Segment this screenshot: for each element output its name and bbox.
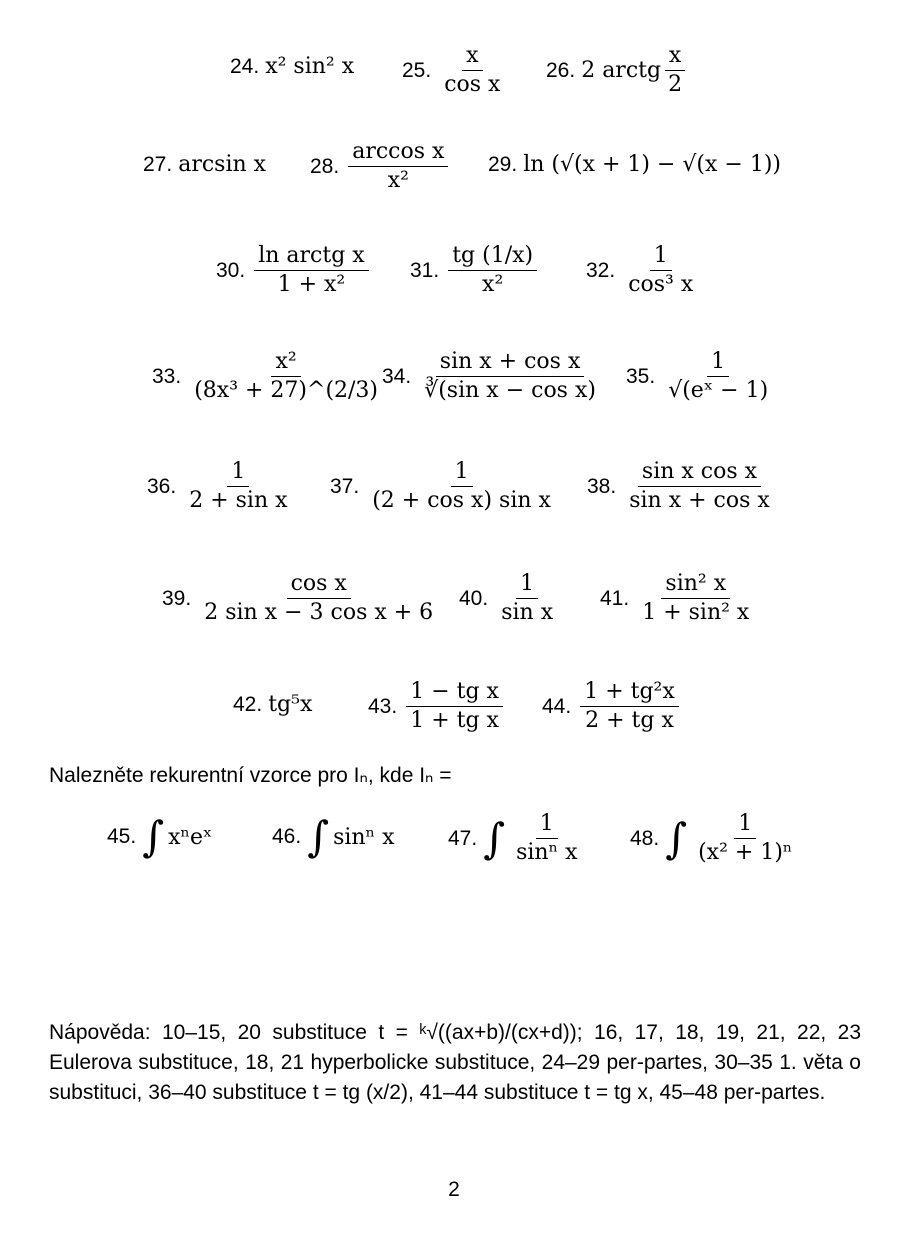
exercise-45: 45. ∫ xⁿeˣ: [107, 812, 213, 861]
integral-sign: ∫: [307, 812, 330, 861]
exercise-32: 32. $\frac{1}{\text{cos³ x}}$: [586, 242, 700, 299]
fraction: $\frac{1}{\text{sinⁿ x}}$: [516, 811, 578, 865]
exercise-40: 40. $\frac{1}{\text{sin x}}$: [459, 570, 560, 627]
fraction: $\frac{x}{2}$: [664, 42, 686, 99]
exercise-25: 25. $\frac{x}{\text{cos x}}$: [402, 42, 507, 99]
fraction: $\frac{1}{\text{cos³ x}}$: [628, 243, 694, 297]
exercise-34: 34. $\frac{\text{sin x + cos x}}{\text{∛(sin x − cos x)}}$: [382, 348, 603, 405]
integral-sign: ∫: [665, 813, 688, 863]
exercise-27: 27. arcsin x: [143, 152, 267, 177]
fraction: $\frac{\text{sin x cos x}}{\text{sin x + cos x}}$: [629, 459, 770, 513]
exercise-24: 24. x² sin² x: [230, 54, 355, 79]
fraction: $\frac{1}{\text{(2 + cos x) sin x}}$: [372, 459, 551, 513]
exercise-row-5: [0, 458, 908, 518]
exercise-31: 31. $\frac{tg (1/x)}{\text{x²}}$: [410, 242, 540, 299]
exercise-33: 33. $\frac{\text{x²}}{\text{(8x³ + 27)\textasciicircum{}(2/3)}}$: [152, 348, 385, 405]
fraction: $\frac{tg (1/x)}{\text{x²}}$: [448, 242, 537, 299]
exercise-43: 43. $\frac{\text{1 − tg x}}{\text{1 + tg x}}$: [368, 678, 506, 735]
page-number: 2: [448, 1178, 460, 1201]
fraction: $\frac{1}{\text{sin x}}$: [501, 571, 554, 625]
fraction: $\frac{\text{sin x + cos x}}{\text{∛(sin x − cos x)}}$: [424, 349, 596, 403]
exercise-row-7: [0, 678, 908, 738]
exercise-row-2: [0, 138, 908, 198]
exercise-41: 41. $\frac{\text{sin² x}}{\text{1 + sin² x}}$: [600, 570, 756, 627]
exercise-38: 38. $\frac{\text{sin x cos x}}{\text{sin x + cos x}}$: [587, 458, 777, 515]
exercise-42: 42. tg⁵x: [233, 692, 313, 717]
fraction: $\frac{\text{cos x}}{\text{2 sin x − 3 cos x + 6}}$: [204, 571, 434, 625]
exercise-44: 44. $\frac{\text{1 + tg²x}}{\text{2 + tg x}}$: [542, 678, 682, 735]
integral-row: [0, 808, 908, 872]
exercise-26: 26. 2 arctg $\frac{x}{2}$: [546, 42, 689, 99]
exercise-row-4: [0, 348, 908, 408]
exercise-row-3: [0, 242, 908, 302]
exercise-28: 28. $\frac{\text{arccos x}}{\text{x²}}$: [310, 138, 451, 195]
integral-sign: ∫: [142, 812, 165, 861]
fraction: $\frac{\text{arccos x}}{\text{x²}}$: [348, 138, 448, 195]
fraction: $\frac{\text{ln arctg x}}{\text{1 + x²}}$: [254, 242, 368, 299]
exercise-30: 30. $\frac{\text{ln arctg x}}{\text{1 + x²}}$: [216, 242, 372, 299]
exercise-row-1: [0, 42, 908, 102]
fraction: $\frac{x}{\text{cos x}}$: [444, 43, 501, 97]
exercise-46: 46. ∫ sinⁿ x: [272, 812, 395, 861]
exercise-29: 29. ln (√(x + 1) − √(x − 1)): [488, 152, 782, 177]
hint-paragraph: Nápověda: 10–15, 20 substituce t = ᵏ√((ax+b)/(cx+d)); 16, 17, 18, 19, 21, 22, 23 Eulerova substituce, 18, 21 hyperbolicke substituce, 24–29 per-partes, 30–35 1. věta o substituci, 36–40 substituce t = tg (x/2), 41–44 substituce t = tg x, 45–48 per-partes.: [49, 1021, 861, 1104]
fraction: $\frac{1}{\text{√(eˣ − 1)}}$: [668, 349, 769, 403]
exercise-47: 47. ∫ $\frac{1}{\text{sinⁿ x}}$: [448, 810, 585, 867]
exercise-48: 48. ∫ $\frac{1}{\text{(x² + 1)ⁿ}}$: [630, 810, 799, 867]
exercise-35: 35. $\frac{1}{\text{√(eˣ − 1)}}$: [626, 348, 775, 405]
fraction: $\frac{\text{x²}}{\text{(8x³ + 27)\textasciicircum{}(2/3)}}$: [194, 349, 379, 403]
fraction: $\frac{\text{1 − tg x}}{\text{1 + tg x}}$: [406, 678, 503, 735]
fraction: $\frac{\text{sin² x}}{\text{1 + sin² x}}$: [642, 571, 750, 625]
fraction: $\frac{1}{\text{(x² + 1)ⁿ}}$: [698, 811, 793, 865]
exercise-36: 36. $\frac{1}{\text{2 + sin x}}$: [147, 458, 295, 515]
exercise-37: 37. $\frac{1}{\text{(2 + cos x) sin x}}$: [330, 458, 558, 515]
exercise-39: 39. $\frac{\text{cos x}}{\text{2 sin x − 3 cos x + 6}}$: [162, 570, 440, 627]
exercise-row-6: [0, 570, 908, 630]
fraction: $\frac{1}{\text{2 + sin x}}$: [189, 459, 288, 513]
recurrence-intro: Nalezněte rekurentní vzorce pro Iₙ, kde Iₙ =: [49, 764, 452, 787]
integral-sign: ∫: [483, 813, 506, 863]
fraction: $\frac{\text{1 + tg²x}}{\text{2 + tg x}}$: [580, 678, 679, 735]
